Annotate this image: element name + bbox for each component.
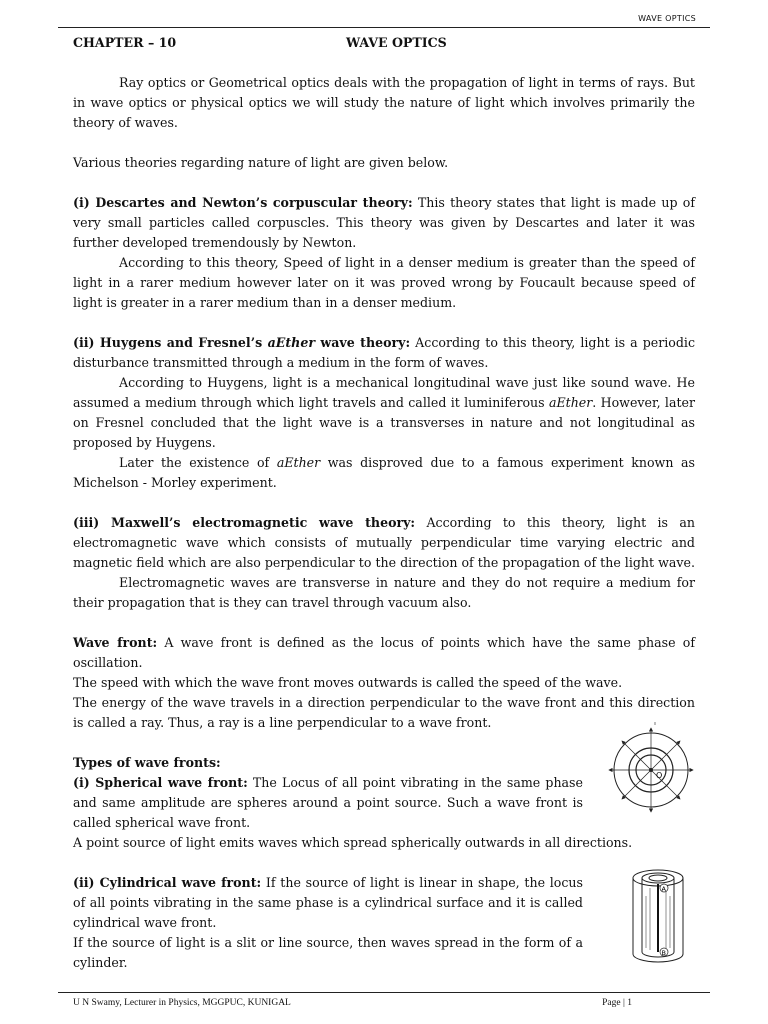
huygens-paragraph-3: Later the existence of aEther was disproved due to a famous experiment known as Michelson - Morley experiment. [73, 455, 695, 490]
wavefront-ray-paragraph: The energy of the wave travels in a direction perpendicular to the wave front and this direction is called a ray. Thus, a ray is a line perpendicular to a wave front. [73, 695, 695, 730]
cylindrical-paragraph: (ii) Cylindrical wave front: If the source of light is linear in shape, the locus of all points vibrating in the same phase is a cylindrical surface and it is called cylindrical wave front. [73, 875, 583, 930]
chapter-title-row [73, 33, 695, 53]
footer-author: U N Swamy, Lecturer in Physics, MGGPUC, KUNIGAL [73, 998, 291, 1008]
spherical-paragraph: (i) Spherical wave front: The Locus of all point vibrating in the same phase and same amplitude are spheres around a point source. Such a wave front is called spherical wave front. [73, 775, 583, 830]
cylindrical-wavefront-figure [626, 866, 690, 968]
spherical-source-label: O [656, 771, 663, 780]
maxwell-paragraph: (iii) Maxwell’s electromagnetic wave theory: According to this theory, light is an electromagnetic wave which consists of mutually perpendicular time varying electric and magnetic field which are also perpendicular to the direction of the propagation of the light wave. [73, 515, 695, 570]
running-header: WAVE OPTICS [638, 14, 696, 23]
spherical-paragraph-2: A point source of light emits waves which spread spherically outwards in all directions. [73, 835, 633, 850]
spherical-wavefront-figure [605, 722, 697, 814]
descartes-paragraph-2: According to this theory, Speed of light in a denser medium is greater than the speed of light in a rarer medium however later on it was proved wrong by Foucault because speed of light is greater in a rarer medium than in a denser medium. [73, 255, 695, 310]
footer-page-number: Page | 1 [602, 998, 632, 1008]
spherical-heading: (i) Spherical wave front: [73, 775, 248, 790]
footer-rule [58, 992, 710, 993]
cylindrical-heading: (ii) Cylindrical wave front: [73, 875, 262, 890]
cylindrical-label-b: B [661, 949, 666, 957]
huygens-heading: (ii) Huygens and Fresnel’s aEther wave theory: [73, 335, 411, 350]
maxwell-paragraph-2: Electromagnetic waves are transverse in nature and they do not require a medium for their propagation that is they can travel through vacuum also. [73, 575, 695, 610]
huygens-paragraph-2: According to Huygens, light is a mechanical longitudinal wave just like sound wave. He assumed a medium through which light travels and called it luminiferous aEther. However, later on Fresnel concluded that the light wave is a transverses in nature and not longitudinal as proposed by Huygens. [73, 375, 695, 450]
cylindrical-label-a: A [661, 885, 666, 893]
descartes-paragraph: (i) Descartes and Newton’s corpuscular theory: This theory states that light is made up of very small particles called corpuscles. This theory was given by Descartes and later it was further developed tremendously by Newton. [73, 195, 695, 250]
page-body [73, 33, 695, 973]
types-heading: Types of wave fronts: [73, 755, 221, 770]
maxwell-heading: (iii) Maxwell’s electromagnetic wave theory: [73, 515, 416, 530]
wavefront-heading: Wave front: [73, 635, 158, 650]
cylindrical-paragraph-2: If the source of light is a slit or line source, then waves spread in the form of a cylinder. [73, 935, 583, 970]
wavefront-speed-line: The speed with which the wave front moves outwards is called the speed of the wave. [73, 675, 623, 690]
descartes-heading: (i) Descartes and Newton’s corpuscular theory: [73, 195, 413, 210]
intro-paragraph: Ray optics or Geometrical optics deals with the propagation of light in terms of rays. But in wave optics or physical optics we will study the nature of light which involves primarily the theory of waves. [73, 75, 695, 130]
header-rule [58, 27, 710, 28]
chapter-title: WAVE OPTICS [346, 35, 447, 50]
huygens-paragraph: (ii) Huygens and Fresnel’s aEther wave theory: According to this theory, light is a periodic disturbance transmitted through a medium in the form of waves. [73, 335, 696, 370]
wavefront-paragraph: Wave front: A wave front is defined as the locus of points which have the same phase of oscillation. [73, 635, 696, 670]
intro-theories-line: Various theories regarding nature of light are given below. [73, 155, 449, 170]
chapter-number: CHAPTER – 10 [73, 35, 177, 50]
